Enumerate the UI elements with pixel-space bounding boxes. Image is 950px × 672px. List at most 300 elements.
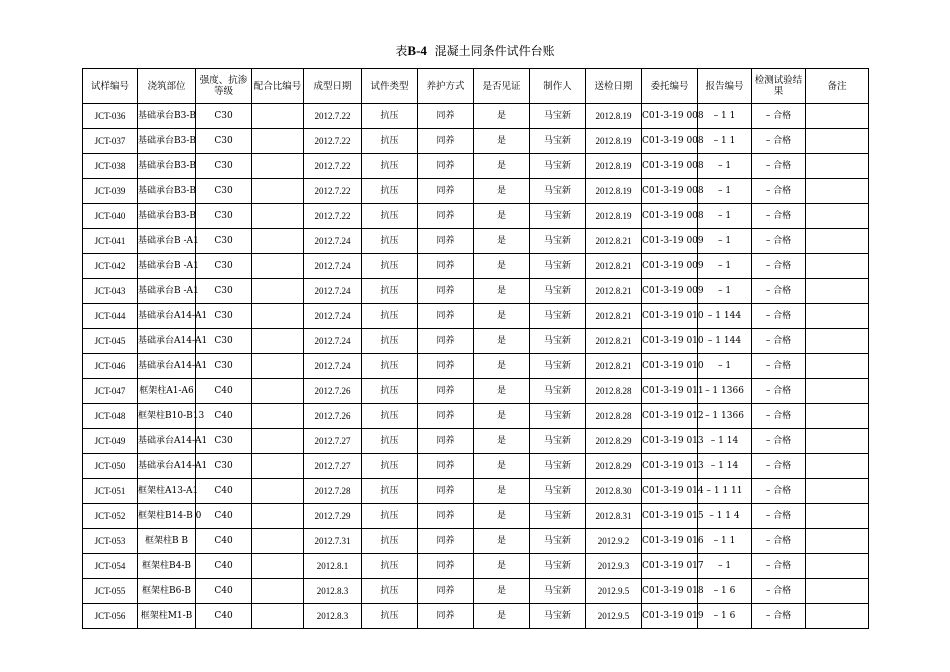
page-title bbox=[0, 44, 950, 58]
strength-grade-cell: C30 bbox=[196, 279, 252, 304]
witnessed-cell: 是 bbox=[474, 129, 530, 154]
pour-location-cell: 框架柱B6-B bbox=[138, 579, 196, 604]
mix-number-cell bbox=[252, 204, 304, 229]
specimen-type-cell: 抗压 bbox=[362, 454, 418, 479]
submission-date-cell: 2012.9.2 bbox=[586, 529, 642, 554]
header-cell: 强度、抗渗等级 bbox=[196, 69, 252, 104]
submission-date-cell: 2012.8.30 bbox=[586, 479, 642, 504]
remarks-cell bbox=[806, 429, 869, 454]
report-number-cell: – 1 bbox=[698, 154, 752, 179]
strength-grade-cell: C30 bbox=[196, 229, 252, 254]
mix-number-cell bbox=[252, 254, 304, 279]
test-result-cell: – 合格 bbox=[752, 129, 806, 154]
mix-number-cell bbox=[252, 329, 304, 354]
maker-cell: 马宝新 bbox=[530, 579, 586, 604]
maker-cell: 马宝新 bbox=[530, 304, 586, 329]
commission-number-cell: C01-3-19 015 bbox=[642, 504, 698, 529]
table-row bbox=[83, 604, 869, 629]
specimen-id-cell: JCT-048 bbox=[83, 404, 138, 429]
remarks-cell bbox=[806, 279, 869, 304]
casting-date-cell: 2012.8.1 bbox=[304, 554, 362, 579]
remarks-cell bbox=[806, 254, 869, 279]
mix-number-cell bbox=[252, 429, 304, 454]
curing-method-cell: 同养 bbox=[418, 329, 474, 354]
maker-cell: 马宝新 bbox=[530, 254, 586, 279]
submission-date-cell: 2012.8.19 bbox=[586, 104, 642, 129]
maker-cell: 马宝新 bbox=[530, 179, 586, 204]
specimen-type-cell: 抗压 bbox=[362, 254, 418, 279]
remarks-cell bbox=[806, 404, 869, 429]
table-row bbox=[83, 304, 869, 329]
remarks-cell bbox=[806, 379, 869, 404]
casting-date-cell: 2012.7.24 bbox=[304, 354, 362, 379]
test-result-cell: – 合格 bbox=[752, 429, 806, 454]
pour-location-cell: 框架柱B10-B13 bbox=[138, 404, 196, 429]
specimen-type-cell: 抗压 bbox=[362, 579, 418, 604]
pour-location-cell: 基础承台B3-B bbox=[138, 129, 196, 154]
remarks-cell bbox=[806, 554, 869, 579]
report-number-cell: – 1 144 bbox=[698, 329, 752, 354]
maker-cell: 马宝新 bbox=[530, 354, 586, 379]
specimen-id-cell: JCT-045 bbox=[83, 329, 138, 354]
commission-number-cell: C01-3-19 016 bbox=[642, 529, 698, 554]
specimen-ledger-table bbox=[82, 68, 869, 629]
test-result-cell: – 合格 bbox=[752, 229, 806, 254]
header-cell: 报告编号 bbox=[698, 69, 752, 104]
strength-grade-cell: C30 bbox=[196, 329, 252, 354]
report-number-cell: – 1 bbox=[698, 279, 752, 304]
report-number-cell: – 1 bbox=[698, 554, 752, 579]
table-row bbox=[83, 279, 869, 304]
remarks-cell bbox=[806, 454, 869, 479]
specimen-id-cell: JCT-039 bbox=[83, 179, 138, 204]
header-cell: 配合比编号 bbox=[252, 69, 304, 104]
curing-method-cell: 同养 bbox=[418, 154, 474, 179]
report-number-cell: – 1 1 bbox=[698, 529, 752, 554]
casting-date-cell: 2012.7.28 bbox=[304, 479, 362, 504]
specimen-type-cell: 抗压 bbox=[362, 429, 418, 454]
casting-date-cell: 2012.7.27 bbox=[304, 429, 362, 454]
strength-grade-cell: C40 bbox=[196, 604, 252, 629]
maker-cell: 马宝新 bbox=[530, 554, 586, 579]
header-cell: 试件类型 bbox=[362, 69, 418, 104]
header-cell: 试样编号 bbox=[83, 69, 138, 104]
witnessed-cell: 是 bbox=[474, 479, 530, 504]
casting-date-cell: 2012.7.26 bbox=[304, 404, 362, 429]
casting-date-cell: 2012.7.24 bbox=[304, 304, 362, 329]
specimen-type-cell: 抗压 bbox=[362, 279, 418, 304]
witnessed-cell: 是 bbox=[474, 229, 530, 254]
table-row bbox=[83, 354, 869, 379]
specimen-type-cell: 抗压 bbox=[362, 554, 418, 579]
casting-date-cell: 2012.8.3 bbox=[304, 604, 362, 629]
title-text: 混凝土同条件试件台账 bbox=[434, 44, 555, 58]
curing-method-cell: 同养 bbox=[418, 204, 474, 229]
commission-number-cell: C01-3-19 010 bbox=[642, 304, 698, 329]
casting-date-cell: 2012.7.24 bbox=[304, 229, 362, 254]
commission-number-cell: C01-3-19 012 bbox=[642, 404, 698, 429]
commission-number-cell: C01-3-19 017 bbox=[642, 554, 698, 579]
casting-date-cell: 2012.7.24 bbox=[304, 329, 362, 354]
casting-date-cell: 2012.7.29 bbox=[304, 504, 362, 529]
test-result-cell: – 合格 bbox=[752, 554, 806, 579]
report-number-cell: – 1 144 bbox=[698, 304, 752, 329]
header-cell: 是否见证 bbox=[474, 69, 530, 104]
pour-location-cell: 框架柱A1-A6 bbox=[138, 379, 196, 404]
curing-method-cell: 同养 bbox=[418, 254, 474, 279]
pour-location-cell: 基础承台A14-A1 bbox=[138, 454, 196, 479]
witnessed-cell: 是 bbox=[474, 179, 530, 204]
remarks-cell bbox=[806, 304, 869, 329]
specimen-id-cell: JCT-041 bbox=[83, 229, 138, 254]
title-prefix: 表 bbox=[395, 44, 408, 58]
test-result-cell: – 合格 bbox=[752, 529, 806, 554]
header-cell: 成型日期 bbox=[304, 69, 362, 104]
specimen-type-cell: 抗压 bbox=[362, 229, 418, 254]
commission-number-cell: C01-3-19 009 bbox=[642, 254, 698, 279]
submission-date-cell: 2012.8.21 bbox=[586, 229, 642, 254]
test-result-cell: – 合格 bbox=[752, 179, 806, 204]
specimen-id-cell: JCT-054 bbox=[83, 554, 138, 579]
mix-number-cell bbox=[252, 579, 304, 604]
strength-grade-cell: C30 bbox=[196, 354, 252, 379]
specimen-id-cell: JCT-037 bbox=[83, 129, 138, 154]
specimen-id-cell: JCT-051 bbox=[83, 479, 138, 504]
table-row bbox=[83, 579, 869, 604]
specimen-id-cell: JCT-046 bbox=[83, 354, 138, 379]
strength-grade-cell: C30 bbox=[196, 179, 252, 204]
specimen-id-cell: JCT-042 bbox=[83, 254, 138, 279]
curing-method-cell: 同养 bbox=[418, 429, 474, 454]
casting-date-cell: 2012.7.22 bbox=[304, 129, 362, 154]
pour-location-cell: 框架柱A13-A1 bbox=[138, 479, 196, 504]
pour-location-cell: 框架柱B14-B 0 bbox=[138, 504, 196, 529]
submission-date-cell: 2012.8.29 bbox=[586, 454, 642, 479]
pour-location-cell: 基础承台A14-A1 bbox=[138, 429, 196, 454]
curing-method-cell: 同养 bbox=[418, 379, 474, 404]
witnessed-cell: 是 bbox=[474, 204, 530, 229]
maker-cell: 马宝新 bbox=[530, 454, 586, 479]
mix-number-cell bbox=[252, 154, 304, 179]
submission-date-cell: 2012.8.21 bbox=[586, 304, 642, 329]
mix-number-cell bbox=[252, 454, 304, 479]
maker-cell: 马宝新 bbox=[530, 104, 586, 129]
remarks-cell bbox=[806, 179, 869, 204]
pour-location-cell: 基础承台B3-B bbox=[138, 104, 196, 129]
remarks-cell bbox=[806, 479, 869, 504]
strength-grade-cell: C40 bbox=[196, 479, 252, 504]
specimen-id-cell: JCT-043 bbox=[83, 279, 138, 304]
maker-cell: 马宝新 bbox=[530, 379, 586, 404]
submission-date-cell: 2012.8.21 bbox=[586, 254, 642, 279]
submission-date-cell: 2012.9.5 bbox=[586, 579, 642, 604]
test-result-cell: – 合格 bbox=[752, 404, 806, 429]
casting-date-cell: 2012.7.24 bbox=[304, 279, 362, 304]
pour-location-cell: 基础承台B3-B bbox=[138, 204, 196, 229]
witnessed-cell: 是 bbox=[474, 429, 530, 454]
submission-date-cell: 2012.8.28 bbox=[586, 404, 642, 429]
strength-grade-cell: C30 bbox=[196, 454, 252, 479]
submission-date-cell: 2012.8.21 bbox=[586, 354, 642, 379]
report-number-cell: – 1 bbox=[698, 204, 752, 229]
report-number-cell: – 1 6 bbox=[698, 604, 752, 629]
witnessed-cell: 是 bbox=[474, 154, 530, 179]
mix-number-cell bbox=[252, 179, 304, 204]
curing-method-cell: 同养 bbox=[418, 454, 474, 479]
commission-number-cell: C01-3-19 010 bbox=[642, 329, 698, 354]
title-code: B-4 bbox=[407, 43, 427, 58]
header-cell: 备注 bbox=[806, 69, 869, 104]
submission-date-cell: 2012.8.31 bbox=[586, 504, 642, 529]
witnessed-cell: 是 bbox=[474, 329, 530, 354]
remarks-cell bbox=[806, 529, 869, 554]
casting-date-cell: 2012.7.22 bbox=[304, 179, 362, 204]
pour-location-cell: 基础承台A14-A1 bbox=[138, 304, 196, 329]
test-result-cell: – 合格 bbox=[752, 504, 806, 529]
maker-cell: 马宝新 bbox=[530, 479, 586, 504]
specimen-id-cell: JCT-049 bbox=[83, 429, 138, 454]
curing-method-cell: 同养 bbox=[418, 304, 474, 329]
report-number-cell: – 1 1366 bbox=[698, 404, 752, 429]
specimen-id-cell: JCT-056 bbox=[83, 604, 138, 629]
maker-cell: 马宝新 bbox=[530, 404, 586, 429]
table-row bbox=[83, 104, 869, 129]
witnessed-cell: 是 bbox=[474, 304, 530, 329]
report-number-cell: – 1 1 bbox=[698, 104, 752, 129]
commission-number-cell: C01-3-19 008 bbox=[642, 104, 698, 129]
header-cell: 养护方式 bbox=[418, 69, 474, 104]
test-result-cell: – 合格 bbox=[752, 379, 806, 404]
ledger-body bbox=[83, 104, 869, 629]
witnessed-cell: 是 bbox=[474, 404, 530, 429]
mix-number-cell bbox=[252, 354, 304, 379]
report-number-cell: – 1 6 bbox=[698, 579, 752, 604]
commission-number-cell: C01-3-19 013 bbox=[642, 429, 698, 454]
remarks-cell bbox=[806, 129, 869, 154]
commission-number-cell: C01-3-19 018 bbox=[642, 579, 698, 604]
report-number-cell: – 1 14 bbox=[698, 454, 752, 479]
curing-method-cell: 同养 bbox=[418, 579, 474, 604]
header-cell: 委托编号 bbox=[642, 69, 698, 104]
report-number-cell: – 1 1 bbox=[698, 129, 752, 154]
specimen-type-cell: 抗压 bbox=[362, 354, 418, 379]
specimen-type-cell: 抗压 bbox=[362, 504, 418, 529]
specimen-type-cell: 抗压 bbox=[362, 404, 418, 429]
test-result-cell: – 合格 bbox=[752, 479, 806, 504]
witnessed-cell: 是 bbox=[474, 354, 530, 379]
curing-method-cell: 同养 bbox=[418, 279, 474, 304]
table-row bbox=[83, 129, 869, 154]
mix-number-cell bbox=[252, 129, 304, 154]
report-number-cell: – 1 bbox=[698, 229, 752, 254]
witnessed-cell: 是 bbox=[474, 604, 530, 629]
specimen-type-cell: 抗压 bbox=[362, 304, 418, 329]
commission-number-cell: C01-3-19 008 bbox=[642, 179, 698, 204]
pour-location-cell: 基础承台A14-A1 bbox=[138, 354, 196, 379]
remarks-cell bbox=[806, 229, 869, 254]
specimen-id-cell: JCT-052 bbox=[83, 504, 138, 529]
table-row bbox=[83, 479, 869, 504]
remarks-cell bbox=[806, 354, 869, 379]
pour-location-cell: 基础承台B3-B bbox=[138, 179, 196, 204]
mix-number-cell bbox=[252, 504, 304, 529]
specimen-id-cell: JCT-040 bbox=[83, 204, 138, 229]
strength-grade-cell: C40 bbox=[196, 529, 252, 554]
submission-date-cell: 2012.8.19 bbox=[586, 154, 642, 179]
specimen-id-cell: JCT-050 bbox=[83, 454, 138, 479]
table-row bbox=[83, 329, 869, 354]
commission-number-cell: C01-3-19 008 bbox=[642, 129, 698, 154]
curing-method-cell: 同养 bbox=[418, 529, 474, 554]
pour-location-cell: 基础承台B3-B bbox=[138, 154, 196, 179]
table-row bbox=[83, 454, 869, 479]
casting-date-cell: 2012.7.26 bbox=[304, 379, 362, 404]
strength-grade-cell: C40 bbox=[196, 404, 252, 429]
commission-number-cell: C01-3-19 008 bbox=[642, 204, 698, 229]
specimen-type-cell: 抗压 bbox=[362, 129, 418, 154]
mix-number-cell bbox=[252, 104, 304, 129]
commission-number-cell: C01-3-19 010 bbox=[642, 354, 698, 379]
mix-number-cell bbox=[252, 479, 304, 504]
commission-number-cell: C01-3-19 019 bbox=[642, 604, 698, 629]
specimen-id-cell: JCT-055 bbox=[83, 579, 138, 604]
witnessed-cell: 是 bbox=[474, 254, 530, 279]
pour-location-cell: 框架柱B4-B bbox=[138, 554, 196, 579]
curing-method-cell: 同养 bbox=[418, 554, 474, 579]
report-number-cell: – 1 1366 bbox=[698, 379, 752, 404]
test-result-cell: – 合格 bbox=[752, 354, 806, 379]
casting-date-cell: 2012.7.24 bbox=[304, 254, 362, 279]
mix-number-cell bbox=[252, 404, 304, 429]
mix-number-cell bbox=[252, 604, 304, 629]
specimen-id-cell: JCT-044 bbox=[83, 304, 138, 329]
table-row bbox=[83, 429, 869, 454]
remarks-cell bbox=[806, 204, 869, 229]
maker-cell: 马宝新 bbox=[530, 329, 586, 354]
submission-date-cell: 2012.8.21 bbox=[586, 329, 642, 354]
table-row bbox=[83, 179, 869, 204]
mix-number-cell bbox=[252, 554, 304, 579]
test-result-cell: – 合格 bbox=[752, 154, 806, 179]
maker-cell: 马宝新 bbox=[530, 204, 586, 229]
witnessed-cell: 是 bbox=[474, 454, 530, 479]
remarks-cell bbox=[806, 154, 869, 179]
pour-location-cell: 框架柱B B bbox=[138, 529, 196, 554]
commission-number-cell: C01-3-19 009 bbox=[642, 279, 698, 304]
commission-number-cell: C01-3-19 008 bbox=[642, 154, 698, 179]
casting-date-cell: 2012.7.31 bbox=[304, 529, 362, 554]
casting-date-cell: 2012.7.22 bbox=[304, 204, 362, 229]
casting-date-cell: 2012.7.22 bbox=[304, 154, 362, 179]
curing-method-cell: 同养 bbox=[418, 479, 474, 504]
specimen-id-cell: JCT-047 bbox=[83, 379, 138, 404]
submission-date-cell: 2012.8.21 bbox=[586, 279, 642, 304]
remarks-cell bbox=[806, 579, 869, 604]
remarks-cell bbox=[806, 604, 869, 629]
submission-date-cell: 2012.9.3 bbox=[586, 554, 642, 579]
specimen-type-cell: 抗压 bbox=[362, 329, 418, 354]
specimen-id-cell: JCT-036 bbox=[83, 104, 138, 129]
table-row bbox=[83, 404, 869, 429]
curing-method-cell: 同养 bbox=[418, 354, 474, 379]
maker-cell: 马宝新 bbox=[530, 429, 586, 454]
strength-grade-cell: C30 bbox=[196, 204, 252, 229]
strength-grade-cell: C40 bbox=[196, 379, 252, 404]
test-result-cell: – 合格 bbox=[752, 304, 806, 329]
submission-date-cell: 2012.9.5 bbox=[586, 604, 642, 629]
test-result-cell: – 合格 bbox=[752, 329, 806, 354]
specimen-type-cell: 抗压 bbox=[362, 179, 418, 204]
mix-number-cell bbox=[252, 229, 304, 254]
maker-cell: 马宝新 bbox=[530, 229, 586, 254]
specimen-type-cell: 抗压 bbox=[362, 479, 418, 504]
submission-date-cell: 2012.8.19 bbox=[586, 129, 642, 154]
submission-date-cell: 2012.8.28 bbox=[586, 379, 642, 404]
maker-cell: 马宝新 bbox=[530, 279, 586, 304]
commission-number-cell: C01-3-19 014 bbox=[642, 479, 698, 504]
mix-number-cell bbox=[252, 529, 304, 554]
submission-date-cell: 2012.8.19 bbox=[586, 179, 642, 204]
test-result-cell: – 合格 bbox=[752, 254, 806, 279]
table-row bbox=[83, 529, 869, 554]
strength-grade-cell: C30 bbox=[196, 304, 252, 329]
curing-method-cell: 同养 bbox=[418, 404, 474, 429]
strength-grade-cell: C30 bbox=[196, 104, 252, 129]
witnessed-cell: 是 bbox=[474, 554, 530, 579]
witnessed-cell: 是 bbox=[474, 504, 530, 529]
pour-location-cell: 基础承台B -A1 bbox=[138, 229, 196, 254]
header-cell: 制作人 bbox=[530, 69, 586, 104]
curing-method-cell: 同养 bbox=[418, 504, 474, 529]
curing-method-cell: 同养 bbox=[418, 104, 474, 129]
test-result-cell: – 合格 bbox=[752, 104, 806, 129]
commission-number-cell: C01-3-19 011 bbox=[642, 379, 698, 404]
maker-cell: 马宝新 bbox=[530, 604, 586, 629]
specimen-type-cell: 抗压 bbox=[362, 379, 418, 404]
report-number-cell: – 1 1 11 bbox=[698, 479, 752, 504]
test-result-cell: – 合格 bbox=[752, 604, 806, 629]
curing-method-cell: 同养 bbox=[418, 129, 474, 154]
witnessed-cell: 是 bbox=[474, 379, 530, 404]
witnessed-cell: 是 bbox=[474, 279, 530, 304]
table-row bbox=[83, 379, 869, 404]
curing-method-cell: 同养 bbox=[418, 604, 474, 629]
strength-grade-cell: C40 bbox=[196, 579, 252, 604]
specimen-type-cell: 抗压 bbox=[362, 529, 418, 554]
specimen-type-cell: 抗压 bbox=[362, 204, 418, 229]
strength-grade-cell: C30 bbox=[196, 429, 252, 454]
submission-date-cell: 2012.8.19 bbox=[586, 204, 642, 229]
specimen-id-cell: JCT-053 bbox=[83, 529, 138, 554]
curing-method-cell: 同养 bbox=[418, 229, 474, 254]
table-row bbox=[83, 154, 869, 179]
test-result-cell: – 合格 bbox=[752, 279, 806, 304]
strength-grade-cell: C40 bbox=[196, 504, 252, 529]
mix-number-cell bbox=[252, 304, 304, 329]
specimen-type-cell: 抗压 bbox=[362, 104, 418, 129]
header-cell: 检测试验结果 bbox=[752, 69, 806, 104]
report-number-cell: – 1 bbox=[698, 179, 752, 204]
header-cell: 浇筑部位 bbox=[138, 69, 196, 104]
mix-number-cell bbox=[252, 279, 304, 304]
table-row bbox=[83, 229, 869, 254]
header-cell: 送检日期 bbox=[586, 69, 642, 104]
casting-date-cell: 2012.8.3 bbox=[304, 579, 362, 604]
pour-location-cell: 基础承台A14-A1 bbox=[138, 329, 196, 354]
strength-grade-cell: C40 bbox=[196, 554, 252, 579]
specimen-type-cell: 抗压 bbox=[362, 154, 418, 179]
maker-cell: 马宝新 bbox=[530, 529, 586, 554]
